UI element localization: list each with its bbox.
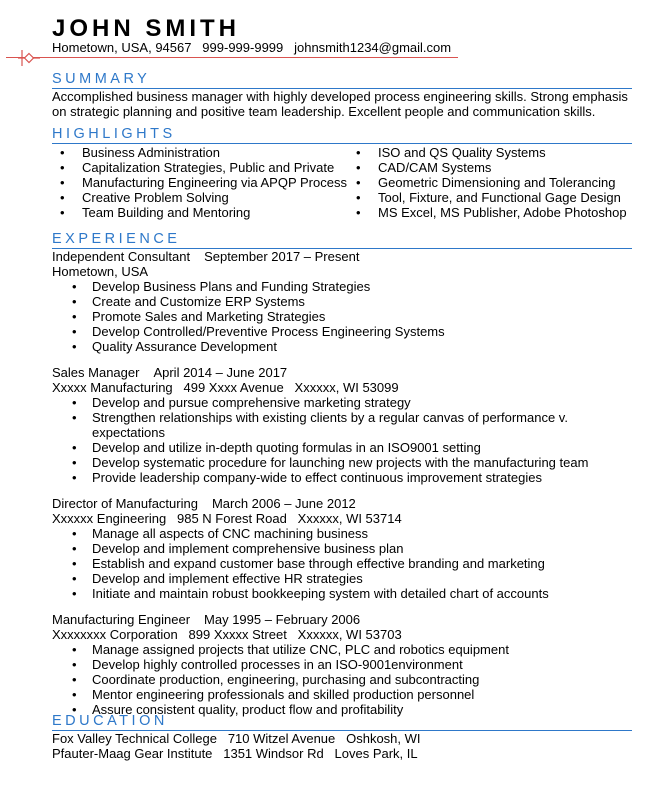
contact-line: Hometown, USA, 94567 999-999-9999 johnsmith1234@gmail.com [52, 40, 452, 55]
summary-text: Accomplished business manager with highly developed process engineering skills. Strong emphasis on strategic planning and positive team leadership. Excellent people and communication skills. [52, 89, 628, 119]
job-bullets [52, 526, 632, 601]
job-org: Xxxxxxxx Corporation 899 Xxxxx Street Xxxxxx, WI 53703 [52, 627, 402, 642]
job-dates: May 1995 – February 2006 [204, 612, 361, 627]
list-item: • Tool, Fixture, and Functional Gage Design [348, 190, 627, 205]
list-item: • Quality Assurance Development [52, 339, 632, 354]
list-item: • Geometric Dimensioning and Tolerancing [348, 175, 627, 190]
list-item: • Mentor engineering professionals and skilled production personnel [52, 687, 632, 702]
list-item: • Strengthen relationships with existing clients by a regular canvas of performance v. expectations [52, 410, 632, 440]
highlights-heading: HIGHLIGHTS [52, 126, 632, 144]
job-dates: September 2017 – Present [204, 249, 360, 264]
list-item: • Assure consistent quality, product flow and profitability [52, 702, 632, 717]
list-item: • Develop highly controlled processes in an ISO-9001environment [52, 657, 632, 672]
list-item: • MS Excel, MS Publisher, Adobe Photoshop [348, 205, 627, 220]
job-dates: April 2014 – June 2017 [153, 365, 288, 380]
experience-heading: EXPERIENCE [52, 231, 632, 249]
education-line: Pfauter-Maag Gear Institute 1351 Windsor Rd Loves Park, IL [52, 746, 418, 761]
list-item: • Create and Customize ERP Systems [52, 294, 632, 309]
job-bullets [52, 642, 632, 717]
job-title: Manufacturing Engineer [52, 612, 191, 627]
list-item: • ISO and QS Quality Systems [348, 145, 627, 160]
job-entry [52, 612, 632, 717]
list-item: • Business Administration [52, 145, 347, 160]
highlights-right-list [348, 145, 627, 220]
list-item: • Manage all aspects of CNC machining business [52, 526, 632, 541]
list-item: • Initiate and maintain robust bookkeeping system with detailed chart of accounts [52, 586, 632, 601]
list-item: • Promote Sales and Marketing Strategies [52, 309, 632, 324]
job-entry [52, 365, 632, 485]
job-entry [52, 496, 632, 601]
job-title: Director of Manufacturing [52, 496, 198, 511]
job-bullets [52, 395, 632, 485]
job-entry [52, 249, 632, 354]
summary-heading: SUMMARY [52, 71, 632, 89]
list-item: • Team Building and Mentoring [52, 205, 347, 220]
crosshair-diamond-icon [18, 48, 40, 68]
education-heading: EDUCATION [52, 713, 632, 731]
job-bullets [52, 279, 632, 354]
education-section [52, 713, 632, 761]
job-title: Sales Manager [52, 365, 140, 380]
list-item: • Develop and utilize in-depth quoting formulas in an ISO9001 setting [52, 440, 632, 455]
education-line: Fox Valley Technical College 710 Witzel Avenue Oshkosh, WI [52, 731, 421, 746]
list-item: • Develop and implement effective HR strategies [52, 571, 632, 586]
highlights-left-list [52, 145, 347, 220]
list-item: • Provide leadership company-wide to effect continuous improvement strategies [52, 470, 632, 485]
list-item: • Develop systematic procedure for launching new projects with the manufacturing team [52, 455, 632, 470]
job-org: Hometown, USA [52, 264, 149, 279]
list-item: • Manage assigned projects that utilize CNC, PLC and robotics equipment [52, 642, 632, 657]
list-item: • Coordinate production, engineering, purchasing and subcontracting [52, 672, 632, 687]
list-item: • Establish and expand customer base through effective branding and marketing [52, 556, 632, 571]
highlights-columns [52, 145, 632, 221]
job-dates: March 2006 – June 2012 [211, 496, 356, 511]
list-item: • Develop Controlled/Preventive Process Engineering Systems [52, 324, 632, 339]
list-item: • Creative Problem Solving [52, 190, 347, 205]
list-item: • Develop and implement comprehensive business plan [52, 541, 632, 556]
list-item: • Develop Business Plans and Funding Strategies [52, 279, 632, 294]
list-item: • Capitalization Strategies, Public and Private [52, 160, 347, 175]
list-item: • Manufacturing Engineering via APQP Process [52, 175, 347, 190]
highlights-section [52, 126, 632, 221]
summary-section [52, 71, 632, 119]
job-org: Xxxxxx Engineering 985 N Forest Road Xxxxxx, WI 53714 [52, 511, 402, 526]
list-item: • Develop and pursue comprehensive marketing strategy [52, 395, 632, 410]
job-org: Xxxxx Manufacturing 499 Xxxx Avenue Xxxxxx, WI 53099 [52, 380, 399, 395]
job-title: Independent Consultant [52, 249, 191, 264]
list-item: • CAD/CAM Systems [348, 160, 627, 175]
resume-name: JOHN SMITH [52, 15, 241, 42]
experience-section [52, 231, 632, 717]
header-rule [6, 57, 458, 58]
